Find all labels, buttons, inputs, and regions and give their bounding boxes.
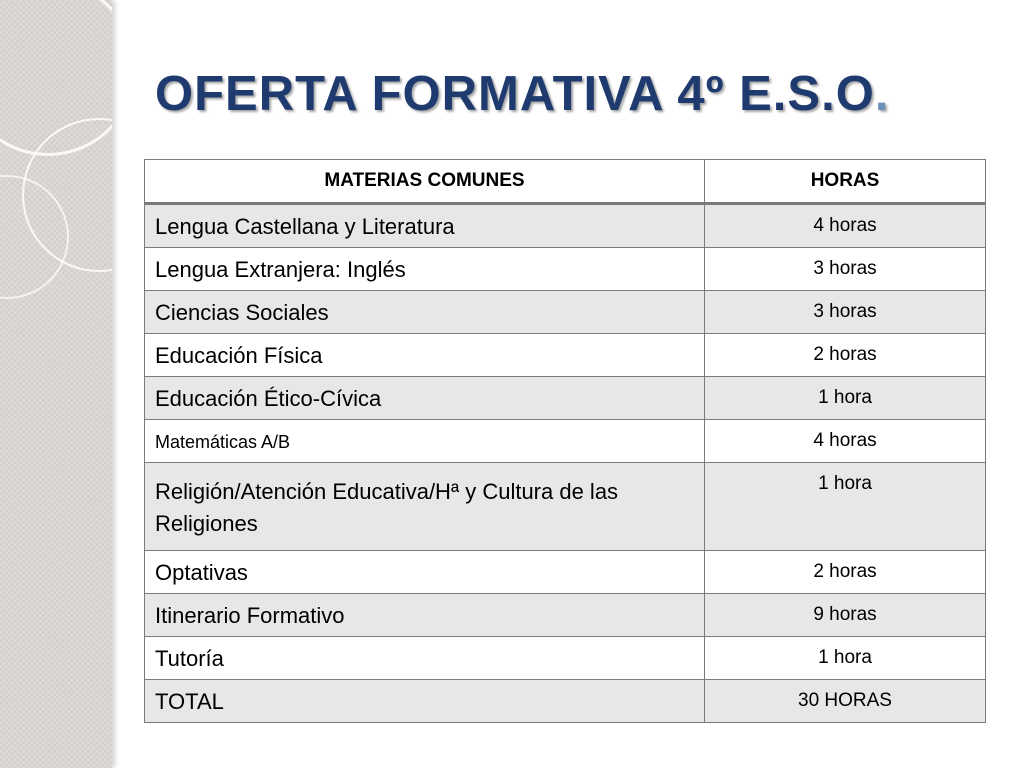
table-row — [145, 420, 986, 463]
hours-cell: 3 horas — [705, 291, 986, 334]
total-hours-cell: 30 HORAS — [705, 680, 986, 723]
slide-title — [155, 66, 995, 122]
hours-cell: 4 horas — [705, 420, 986, 463]
subject-cell: Educación Física — [145, 334, 705, 377]
table-row-total — [145, 680, 986, 723]
table-row — [145, 463, 986, 551]
table-row — [145, 291, 986, 334]
hours-cell: 2 horas — [705, 551, 986, 594]
subject-cell: Religión/Atención Educativa/Hª y Cultura de las Religiones — [145, 463, 705, 551]
table-header-row — [145, 160, 986, 204]
table-row — [145, 204, 986, 248]
hours-cell: 4 horas — [705, 204, 986, 248]
table-row — [145, 377, 986, 420]
subject-cell: Optativas — [145, 551, 705, 594]
table-row — [145, 551, 986, 594]
table-row — [145, 334, 986, 377]
subject-cell: Itinerario Formativo — [145, 594, 705, 637]
subject-cell: Lengua Extranjera: Inglés — [145, 248, 705, 291]
decorative-side-band — [0, 0, 112, 768]
column-header-subjects: MATERIAS COMUNES — [145, 160, 705, 204]
subject-cell: Educación Ético-Cívica — [145, 377, 705, 420]
subjects-table — [144, 159, 986, 723]
hours-cell: 9 horas — [705, 594, 986, 637]
table-row — [145, 248, 986, 291]
slide-title-text: OFERTA FORMATIVA 4º E.S.O — [155, 67, 875, 121]
hours-cell: 1 hora — [705, 463, 986, 551]
slide-title-dot: . — [874, 67, 890, 121]
subject-cell: Ciencias Sociales — [145, 291, 705, 334]
table-row — [145, 594, 986, 637]
hours-cell: 1 hora — [705, 377, 986, 420]
hours-cell: 3 horas — [705, 248, 986, 291]
subject-cell: Tutoría — [145, 637, 705, 680]
table-row — [145, 637, 986, 680]
hours-cell: 2 horas — [705, 334, 986, 377]
total-label-cell: TOTAL — [145, 680, 705, 723]
column-header-hours: HORAS — [705, 160, 986, 204]
subject-cell: Lengua Castellana y Literatura — [145, 204, 705, 248]
hours-cell: 1 hora — [705, 637, 986, 680]
subject-cell: Matemáticas A/B — [145, 420, 705, 463]
